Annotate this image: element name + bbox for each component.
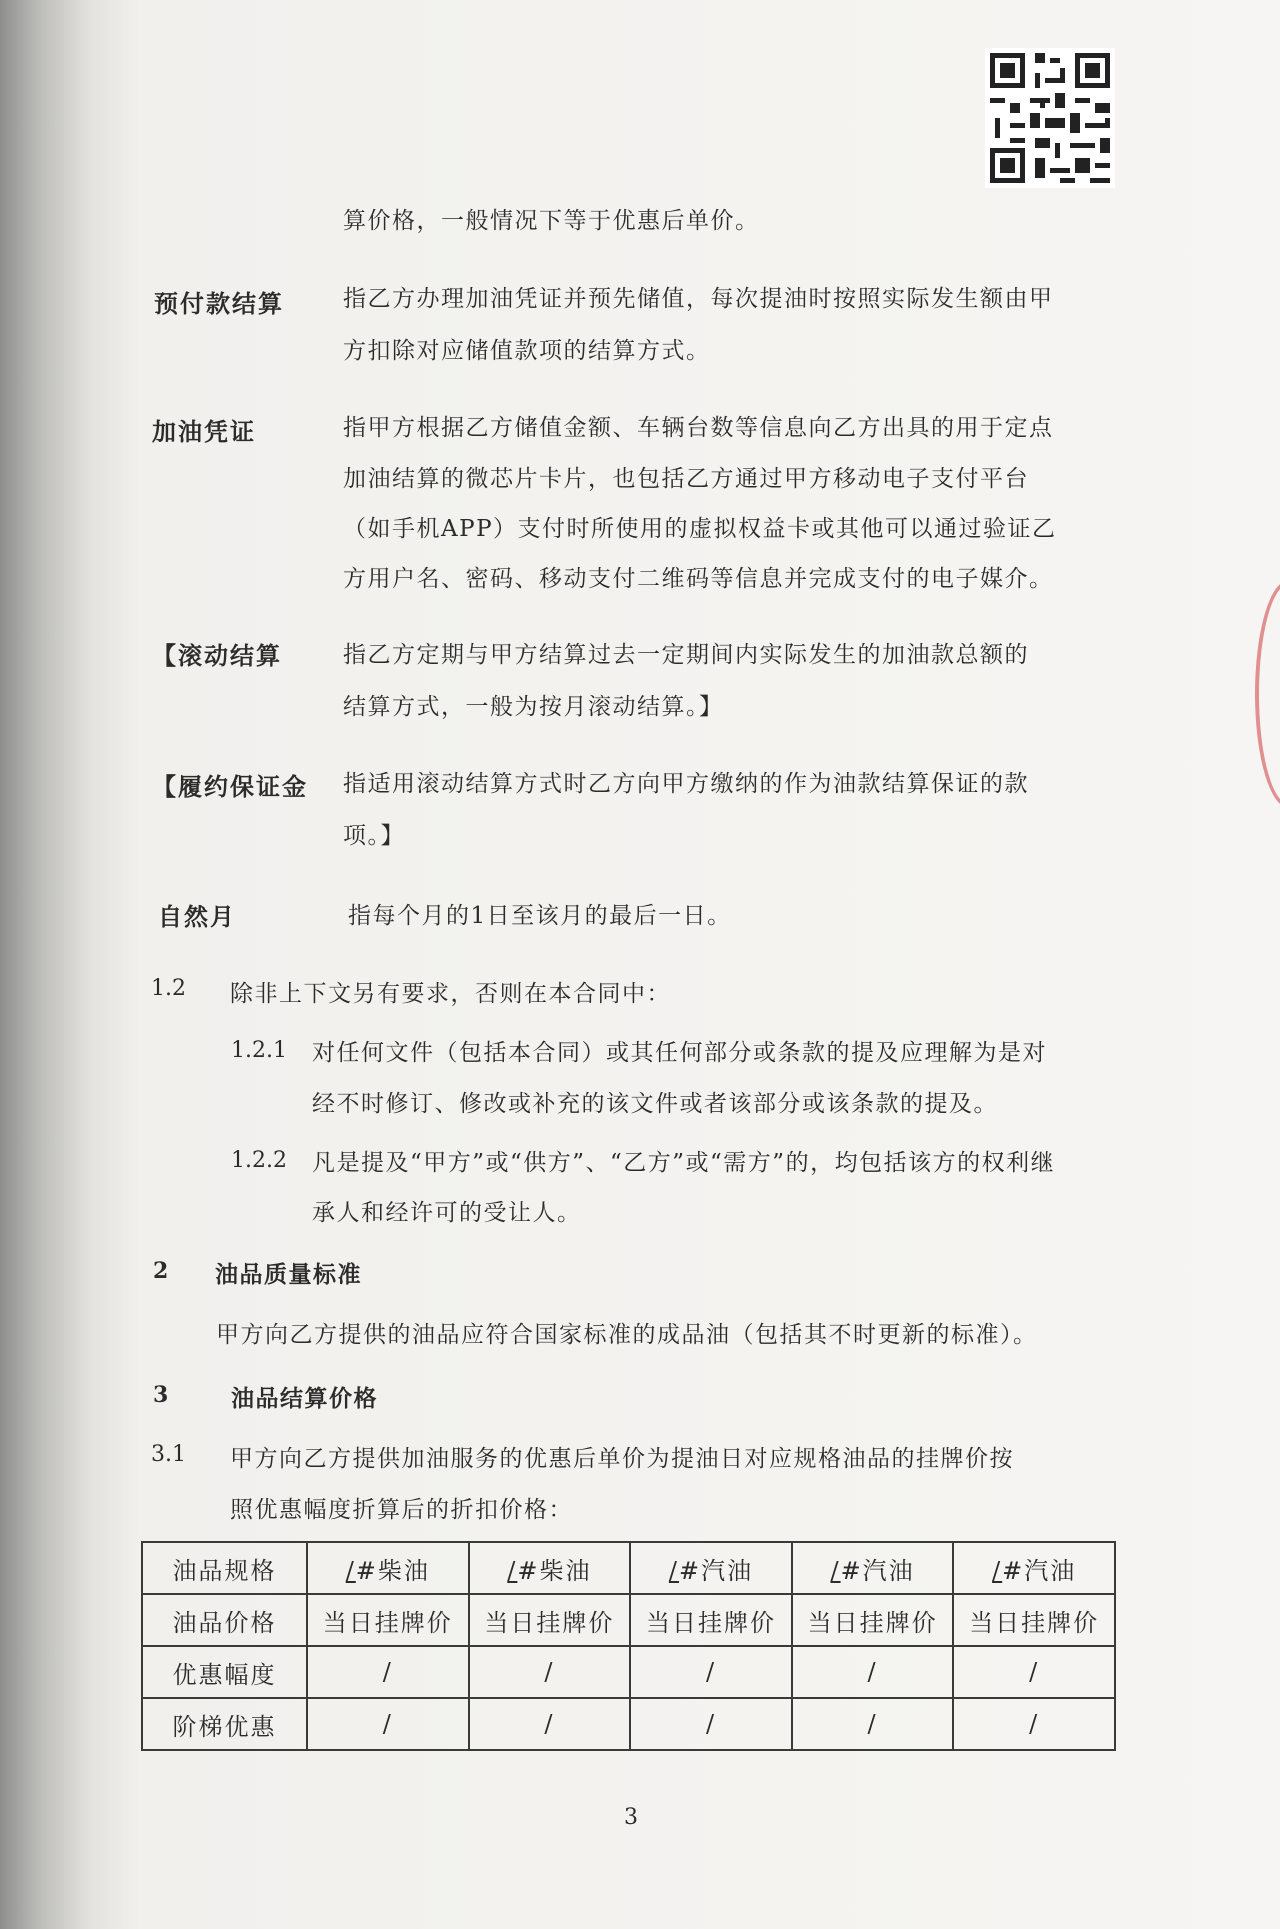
- definition-line: 加油结算的微芯片卡片，也包括乙方通过甲方移动电子支付平台: [343, 466, 1029, 492]
- term-deposit: 【履约保证金: [152, 772, 308, 801]
- clause-number: 1.2.2: [231, 1148, 287, 1173]
- price-cell: 当日挂牌价: [307, 1594, 469, 1646]
- spec-cell: /#汽油: [953, 1542, 1115, 1594]
- definition-line: 指每个月的1日至该月的最后一日。: [348, 903, 732, 929]
- clause-text: 经不时修订、修改或补充的该文件或者该部分或该条款的提及。: [312, 1091, 998, 1117]
- clause-text: 凡是提及“甲方”或“供方”、“乙方”或“需方”的，均包括该方的权利继: [312, 1150, 1056, 1176]
- tier-cell: /: [630, 1698, 792, 1750]
- row-label: 油品价格: [142, 1594, 307, 1646]
- red-seal-icon: [1255, 580, 1280, 808]
- definition-line: 指甲方根据乙方储值金额、车辆台数等信息向乙方出具的用于定点: [343, 415, 1054, 441]
- term-rolling: 【滚动结算: [152, 641, 282, 670]
- term-voucher: 加油凭证: [152, 417, 256, 446]
- spec-cell: /#柴油: [307, 1542, 469, 1594]
- clause-text: 除非上下文另有要求，否则在本合同中：: [230, 981, 671, 1007]
- definition-line: 结算方式，一般为按月滚动结算。】: [343, 694, 724, 720]
- tier-cell: /: [307, 1698, 469, 1750]
- clause-number: 3.1: [151, 1442, 186, 1467]
- definition-continuation: 算价格，一般情况下等于优惠后单价。: [343, 208, 760, 234]
- spec-cell: /#柴油: [469, 1542, 631, 1594]
- price-cell: 当日挂牌价: [953, 1594, 1115, 1646]
- discount-cell: /: [953, 1646, 1115, 1698]
- section-text: 甲方向乙方提供的油品应符合国家标准的成品油（包括其不时更新的标准）。: [216, 1322, 1038, 1348]
- tier-cell: /: [469, 1698, 631, 1750]
- page-number: 3: [624, 1805, 638, 1830]
- clause-number: 1.2: [151, 976, 186, 1001]
- table-row: [142, 1594, 1115, 1646]
- clause-text: 甲方向乙方提供加油服务的优惠后单价为提油日对应规格油品的挂牌价按: [230, 1446, 1014, 1472]
- row-label: 油品规格: [142, 1542, 307, 1594]
- term-month: 自然月: [158, 902, 236, 931]
- section-title: 油品质量标准: [215, 1261, 362, 1288]
- price-table: [141, 1541, 1116, 1751]
- discount-cell: /: [307, 1646, 469, 1698]
- discount-cell: /: [792, 1646, 954, 1698]
- discount-cell: /: [469, 1646, 631, 1698]
- definition-line: 项。】: [343, 823, 405, 849]
- clause-text: 承人和经许可的受让人。: [312, 1200, 582, 1226]
- clause-text: 照优惠幅度折算后的折扣价格：: [230, 1497, 573, 1523]
- qr-code-icon: [985, 48, 1115, 188]
- row-label: 阶梯优惠: [142, 1698, 307, 1750]
- clause-number: 1.2.1: [231, 1038, 287, 1063]
- section-number: 2: [153, 1258, 169, 1284]
- definition-line: （如手机APP）支付时所使用的虚拟权益卡或其他可以通过验证乙: [343, 516, 1057, 542]
- tier-cell: /: [792, 1698, 954, 1750]
- spec-cell: /#汽油: [630, 1542, 792, 1594]
- tier-cell: /: [953, 1698, 1115, 1750]
- clause-text: 对任何文件（包括本合同）或其任何部分或条款的提及应理解为是对: [312, 1040, 1047, 1066]
- table-row: [142, 1542, 1115, 1594]
- definition-line: 指适用滚动结算方式时乙方向甲方缴纳的作为油款结算保证的款: [343, 771, 1029, 797]
- row-label: 优惠幅度: [142, 1646, 307, 1698]
- table-row: [142, 1698, 1115, 1750]
- table-row: [142, 1646, 1115, 1698]
- definition-line: 指乙方办理加油凭证并预先储值，每次提油时按照实际发生额由甲: [343, 286, 1054, 312]
- definition-line: 方用户名、密码、移动支付二维码等信息并完成支付的电子媒介。: [343, 566, 1054, 592]
- price-cell: 当日挂牌价: [792, 1594, 954, 1646]
- definition-line: 方扣除对应储值款项的结算方式。: [343, 338, 711, 364]
- price-cell: 当日挂牌价: [469, 1594, 631, 1646]
- price-cell: 当日挂牌价: [630, 1594, 792, 1646]
- definition-line: 指乙方定期与甲方结算过去一定期间内实际发生的加油款总额的: [343, 642, 1029, 668]
- section-title: 油品结算价格: [231, 1385, 378, 1412]
- section-number: 3: [153, 1382, 169, 1408]
- spec-cell: /#汽油: [792, 1542, 954, 1594]
- term-prepay: 预付款结算: [154, 289, 284, 318]
- discount-cell: /: [630, 1646, 792, 1698]
